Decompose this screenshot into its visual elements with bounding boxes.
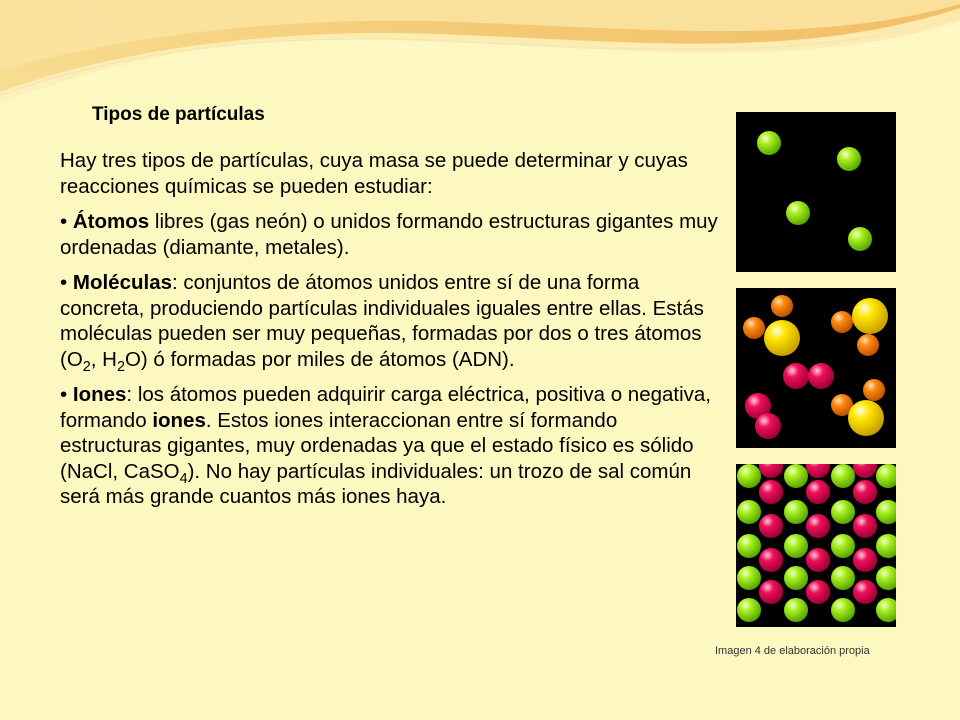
ion xyxy=(784,500,808,524)
ion xyxy=(784,534,808,558)
ion xyxy=(876,566,896,590)
atoms-term: Átomos xyxy=(72,210,150,233)
ion xyxy=(806,514,830,538)
atom-sphere xyxy=(757,131,781,155)
ions-text: ). No hay partículas individuales: un trozo de sal común será más grande cuantos más iones haya. xyxy=(60,459,692,508)
ion xyxy=(784,598,808,622)
ion xyxy=(853,514,877,538)
ion-lattice xyxy=(737,464,896,622)
ions-illustration xyxy=(736,464,896,627)
intro-paragraph: Hay tres tipos de partículas, cuya masa se puede determinar y cuyas reacciones químicas se pueden estudiar: xyxy=(60,149,688,198)
atoms-illustration xyxy=(736,112,896,272)
pink-atom xyxy=(783,363,809,389)
ion xyxy=(806,480,830,504)
ion xyxy=(876,598,896,622)
ion xyxy=(759,580,783,604)
bullet: • xyxy=(60,271,73,294)
ions-text: : los átomos pueden adquirir carga eléctrica, positiva o negativa, formando xyxy=(60,383,712,432)
pink-atom xyxy=(808,363,834,389)
ion xyxy=(831,566,855,590)
sulfur-atom xyxy=(852,298,888,334)
ion xyxy=(876,500,896,524)
ion xyxy=(876,464,896,488)
subscript: 4 xyxy=(179,470,188,487)
atom-sphere xyxy=(848,227,872,251)
ions-svg xyxy=(736,464,896,627)
ion xyxy=(831,500,855,524)
ions-term-inline: iones xyxy=(152,408,206,432)
molecules-text: : conjuntos de átomos unidos entre sí de una forma concreta, produciendo partículas individuales iguales entre ellas. Estás moléculas pueden ser muy pequeñas, formadas por dos o tres átomos (O xyxy=(60,271,704,371)
subscript: 2 xyxy=(82,358,91,375)
atom-sphere xyxy=(786,201,810,225)
ion xyxy=(853,580,877,604)
ion xyxy=(759,514,783,538)
oxygen-atom xyxy=(743,317,765,339)
ion xyxy=(853,548,877,572)
ion xyxy=(784,464,808,488)
oxygen-atom xyxy=(857,334,879,356)
ion xyxy=(737,566,761,590)
subscript: 2 xyxy=(116,358,125,375)
ions-term: Iones xyxy=(72,383,127,406)
molecules-text: , H xyxy=(90,347,117,371)
ion xyxy=(759,464,783,478)
atoms-paragraph xyxy=(60,209,720,260)
ion xyxy=(737,598,761,622)
pink-atom xyxy=(755,413,781,439)
molecules-paragraph xyxy=(60,270,720,375)
oxygen-atom xyxy=(831,311,853,333)
bullet: • xyxy=(60,383,73,406)
atoms-svg xyxy=(736,112,896,272)
ion xyxy=(853,464,877,478)
ion xyxy=(853,480,877,504)
molecules-term: Moléculas xyxy=(72,271,172,294)
ion xyxy=(759,480,783,504)
slide-body xyxy=(60,148,720,520)
decorative-wave-header xyxy=(0,0,960,110)
atoms-text: libres (gas neón) o unidos formando estructuras gigantes muy ordenadas (diamante, metales). xyxy=(60,210,718,259)
ion xyxy=(831,534,855,558)
atom-sphere xyxy=(837,147,861,171)
ions-text: . Estos iones interaccionan entre sí formando estructuras gigantes, muy ordenadas ya que el estado físico es sólido (NaCl, CaSO xyxy=(60,408,694,483)
ion xyxy=(831,464,855,488)
ion xyxy=(737,500,761,524)
slide-title: Tipos de partículas xyxy=(92,104,265,125)
ion xyxy=(806,580,830,604)
ion xyxy=(737,534,761,558)
ions-paragraph xyxy=(60,382,720,510)
ion xyxy=(737,464,761,488)
molecules-illustration xyxy=(736,288,896,448)
oxygen-atom xyxy=(771,295,793,317)
ion xyxy=(831,598,855,622)
ion xyxy=(806,548,830,572)
ion xyxy=(784,566,808,590)
sulfur-atom xyxy=(848,400,884,436)
ion xyxy=(806,464,830,478)
molecules-text: O) ó formadas por miles de átomos (ADN). xyxy=(124,347,515,371)
ion xyxy=(876,534,896,558)
bullet: • xyxy=(60,210,73,233)
oxygen-atom xyxy=(863,379,885,401)
molecules-svg xyxy=(736,288,896,448)
ion xyxy=(759,548,783,572)
image-caption: Imagen 4 de elaboración propia xyxy=(715,645,870,657)
sulfur-atom xyxy=(764,320,800,356)
